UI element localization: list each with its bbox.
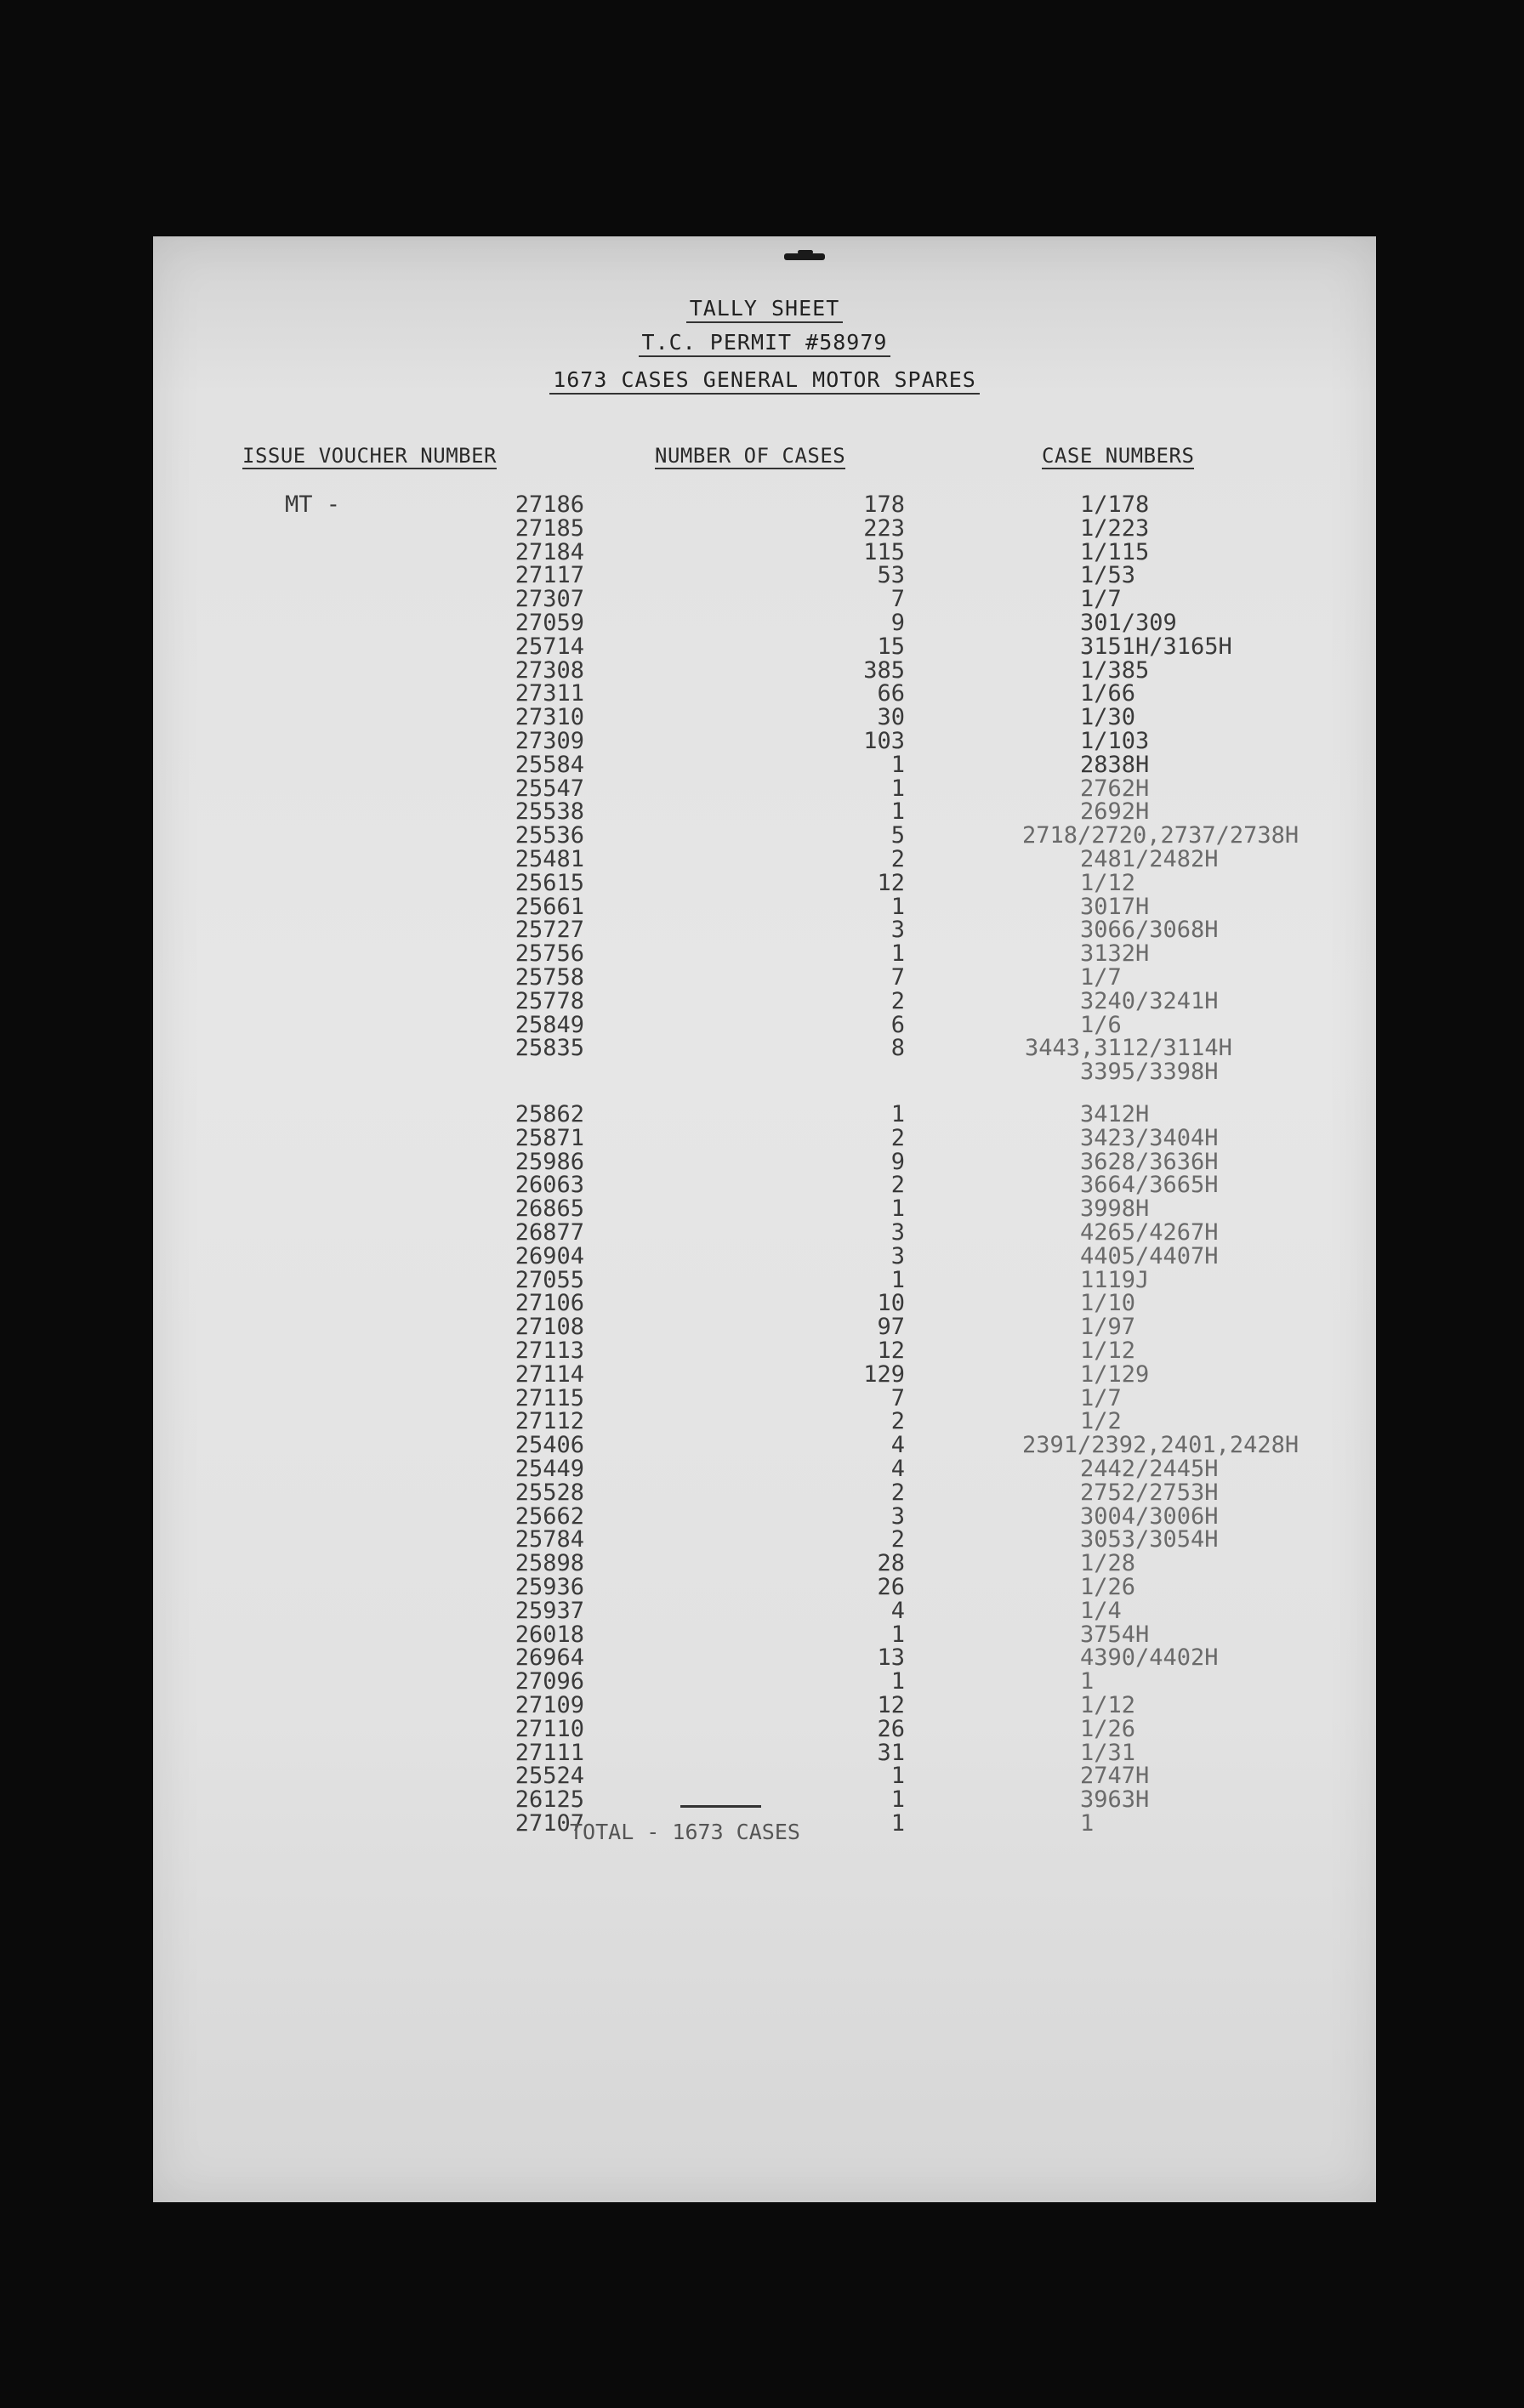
table-row [153,1550,1376,1576]
case-count: 12 [877,869,905,896]
table-row [153,1195,1376,1221]
column-header-case-numbers [1042,444,1194,468]
table-row [153,586,1376,611]
case-numbers: 1/30 [1080,704,1136,731]
case-count: 6 [890,1011,905,1038]
table-row [153,1243,1376,1269]
case-count: 2 [890,1124,905,1151]
case-count: 385 [863,656,905,684]
case-count: 1 [890,751,905,778]
case-numbers: 1/12 [1080,869,1136,896]
ink-smudge [784,253,825,260]
table-row [153,1012,1376,1037]
table-row [153,1763,1376,1788]
table-row [153,1408,1376,1434]
voucher-number: 27115 [515,1384,584,1411]
voucher-number: 25528 [515,1479,584,1506]
subtitle [153,367,1376,392]
voucher-number: 26018 [515,1621,584,1648]
voucher-number: 25756 [515,940,584,968]
voucher-number: 27107 [515,1810,584,1837]
voucher-number: 25898 [515,1550,584,1577]
case-count: 26 [877,1574,905,1600]
case-count: 12 [877,1692,905,1718]
case-numbers: 1/223 [1080,514,1150,542]
table-row [153,1503,1376,1529]
case-numbers: 2838H [1080,751,1150,778]
case-numbers: 3664/3665H [1080,1172,1219,1199]
case-count: 97 [877,1314,905,1341]
voucher-number: 25986 [515,1148,584,1175]
voucher-number: 25615 [515,869,584,896]
case-numbers: 3628/3636H [1080,1148,1219,1175]
case-count: 12 [877,1337,905,1364]
case-count: 53 [877,562,905,589]
table-row [153,1361,1376,1387]
table-row [153,515,1376,541]
case-count: 1 [890,940,905,968]
case-count: 3 [890,1502,905,1530]
voucher-number: 27307 [515,586,584,613]
case-count: 2 [890,1408,905,1435]
case-count: 7 [890,586,905,613]
case-count: 2 [890,846,905,872]
case-count: 1 [890,1763,905,1790]
case-count: 4 [890,1432,905,1459]
voucher-number: 25661 [515,893,584,920]
case-numbers: 3132H [1080,940,1150,968]
case-numbers: 1/31 [1080,1739,1136,1766]
case-numbers: 1/129 [1080,1360,1150,1388]
table-row [153,870,1376,895]
case-count: 66 [877,680,905,707]
table-row [153,1716,1376,1741]
table-row [153,1740,1376,1765]
table-row [153,1385,1376,1411]
case-numbers: 4390/4402H [1080,1644,1219,1672]
case-numbers: 2442/2445H [1080,1456,1219,1482]
case-count: 1 [890,1786,905,1814]
case-numbers: 4265/4267H [1080,1219,1219,1246]
case-numbers: 1/115 [1080,538,1150,565]
case-count: 1 [890,1266,905,1293]
voucher-number: 25871 [515,1124,584,1151]
voucher-number: 27112 [515,1408,584,1435]
table-row [153,657,1376,683]
case-numbers: 1/12 [1080,1337,1136,1364]
voucher-number: 26904 [515,1242,584,1269]
voucher-number: 25784 [515,1526,584,1553]
table-row [153,894,1376,919]
voucher-number: 27055 [515,1266,584,1293]
case-count: 1 [890,798,905,826]
case-numbers: 1/7 [1080,1384,1122,1411]
document-page [153,236,1376,2202]
voucher-number: 25758 [515,964,584,991]
case-count: 8 [890,1035,905,1062]
voucher-number: 27096 [515,1668,584,1695]
case-count: 1 [890,1668,905,1695]
case-numbers: 3151H/3165H [1080,633,1232,660]
voucher-number: 26964 [515,1644,584,1672]
table-row [153,752,1376,777]
table-row [153,798,1376,824]
voucher-number: 27109 [515,1692,584,1718]
table-row [153,562,1376,588]
case-numbers: 1/97 [1080,1314,1136,1341]
table-row [153,1668,1376,1694]
table-row [153,846,1376,872]
case-numbers: 2391/2392,2401,2428H [1022,1432,1299,1459]
case-count: 1 [890,1101,905,1127]
ink-smudge [798,250,813,254]
case-count: 115 [863,538,905,565]
voucher-prefix: MT - [285,491,341,518]
subtitle-text: 1673 CASES GENERAL MOTOR SPARES [549,367,980,395]
voucher-number: 27308 [515,656,584,684]
case-count: 9 [890,1148,905,1175]
case-count: 3 [890,1219,905,1246]
table-row [153,1219,1376,1245]
case-numbers: 2692H [1080,798,1150,826]
case-numbers: 1/53 [1080,562,1136,589]
case-numbers: 3017H [1080,893,1150,920]
case-count: 178 [863,491,905,518]
table-row [153,704,1376,730]
voucher-number: 27059 [515,610,584,636]
voucher-number: 27309 [515,728,584,754]
table-row [153,1172,1376,1197]
table-row [153,633,1376,659]
column-header-cases [655,444,845,468]
case-count: 1 [890,893,905,920]
case-count: 1 [890,1810,905,1837]
voucher-number: 25849 [515,1011,584,1038]
case-numbers: 1 [1080,1668,1095,1695]
voucher-number: 27185 [515,514,584,542]
table-row [153,1574,1376,1599]
case-count: 4 [890,1597,905,1624]
case-count: 7 [890,1384,905,1411]
case-numbers: 301/309 [1080,610,1177,636]
table-row [153,1526,1376,1552]
voucher-number: 25547 [515,775,584,802]
case-count: 1 [890,1195,905,1223]
table-row [153,1101,1376,1127]
voucher-number: 27186 [515,491,584,518]
table-row [153,1290,1376,1315]
voucher-number: 25936 [515,1574,584,1600]
case-numbers: 1 [1080,1810,1095,1837]
case-numbers: 1/178 [1080,491,1150,518]
total-line: TOTAL - 1673 CASES [570,1820,800,1844]
case-count: 3 [890,917,905,944]
permit-text: T.C. PERMIT #58979 [639,330,891,357]
voucher-number: 25406 [515,1432,584,1459]
voucher-number: 25835 [515,1035,584,1062]
table-row [153,610,1376,635]
case-numbers: 3066/3068H [1080,917,1219,944]
voucher-number: 25481 [515,846,584,872]
case-numbers: 1/66 [1080,680,1136,707]
table-row [153,822,1376,848]
case-numbers: 2752/2753H [1080,1479,1219,1506]
case-count: 1 [890,775,905,802]
voucher-number: 25538 [515,798,584,826]
table-row [153,539,1376,565]
voucher-number: 27184 [515,538,584,565]
case-numbers: 1/385 [1080,656,1150,684]
voucher-number: 25778 [515,987,584,1014]
case-count: 1 [890,1621,905,1648]
title [153,296,1376,321]
table-row [153,1692,1376,1718]
case-count: 129 [863,1360,905,1388]
case-numbers: 1/103 [1080,728,1150,754]
title-text: TALLY SHEET [686,296,844,323]
case-numbers: 1/2 [1080,1408,1122,1435]
case-count: 26 [877,1715,905,1742]
case-numbers: 1/12 [1080,1692,1136,1718]
case-count: 15 [877,633,905,660]
case-count: 7 [890,964,905,991]
case-count: 103 [863,728,905,754]
case-count: 2 [890,1479,905,1506]
table-row [153,1644,1376,1670]
column-header-cases-text: NUMBER OF CASES [655,444,846,468]
voucher-number: 25727 [515,917,584,944]
table-row [153,1314,1376,1339]
column-header-voucher [242,444,497,468]
case-count: 10 [877,1290,905,1317]
case-numbers: 1/6 [1080,1011,1122,1038]
voucher-number: 27311 [515,680,584,707]
case-numbers: 2747H [1080,1763,1150,1790]
column-header-case-numbers-text: CASE NUMBERS [1042,444,1195,468]
case-numbers: 1/26 [1080,1715,1136,1742]
voucher-number: 27106 [515,1290,584,1317]
case-count: 2 [890,987,905,1014]
voucher-number: 25714 [515,633,584,660]
case-count: 9 [890,610,905,636]
voucher-number: 25662 [515,1502,584,1530]
case-count: 4 [890,1456,905,1482]
case-numbers: 1119J [1080,1266,1150,1293]
table-row [153,1059,1376,1084]
table-row [153,1598,1376,1623]
case-numbers: 2481/2482H [1080,846,1219,872]
table-row [153,988,1376,1014]
case-count: 2 [890,1526,905,1553]
table-row [153,1035,1376,1060]
voucher-number: 25449 [515,1456,584,1482]
voucher-number: 25584 [515,751,584,778]
case-count: 30 [877,704,905,731]
case-numbers: 3004/3006H [1080,1502,1219,1530]
voucher-number: 27113 [515,1337,584,1364]
table-row [153,1337,1376,1363]
voucher-number: 26063 [515,1172,584,1199]
case-numbers: 3998H [1080,1195,1150,1223]
table-row [153,728,1376,753]
column-header-voucher-text: ISSUE VOUCHER NUMBER [242,444,497,468]
case-count: 5 [890,822,905,849]
voucher-number: 27117 [515,562,584,589]
table-row [153,1456,1376,1481]
voucher-number: 25862 [515,1101,584,1127]
table-row [153,917,1376,942]
case-numbers: 3412H [1080,1101,1150,1127]
table-row [153,1479,1376,1505]
table-row [153,940,1376,966]
voucher-number: 27111 [515,1739,584,1766]
table-row [153,1267,1376,1292]
case-count: 223 [863,514,905,542]
voucher-number: 26865 [515,1195,584,1223]
voucher-number: 27110 [515,1715,584,1742]
case-numbers: 1/10 [1080,1290,1136,1317]
table-row [153,1621,1376,1647]
case-numbers: 3423/3404H [1080,1124,1219,1151]
total-underline [680,1805,761,1808]
case-numbers: 2718/2720,2737/2738H [1022,822,1299,849]
voucher-number: 26877 [515,1219,584,1246]
case-numbers: 3240/3241H [1080,987,1219,1014]
voucher-number: 27310 [515,704,584,731]
case-numbers: 1/28 [1080,1550,1136,1577]
case-count: 28 [877,1550,905,1577]
voucher-number: 27108 [515,1314,584,1341]
voucher-number: 26125 [515,1786,584,1814]
voucher-number: 25937 [515,1597,584,1624]
table-row [153,1125,1376,1150]
table-row [153,491,1376,517]
table-row [153,775,1376,801]
case-numbers: 3963H [1080,1786,1150,1814]
case-count: 2 [890,1172,905,1199]
voucher-number: 27114 [515,1360,584,1388]
case-numbers: 1/7 [1080,964,1122,991]
case-numbers: 3395/3398H [1080,1059,1219,1086]
table-row [153,680,1376,706]
case-numbers: 1/4 [1080,1597,1122,1624]
voucher-number: 25536 [515,822,584,849]
permit-number [153,330,1376,355]
case-count: 13 [877,1644,905,1672]
case-numbers: 3053/3054H [1080,1526,1219,1553]
case-numbers: 1/7 [1080,586,1122,613]
case-numbers: 3754H [1080,1621,1150,1648]
table-row [153,1432,1376,1457]
case-numbers: 4405/4407H [1080,1242,1219,1269]
table-row [153,1149,1376,1174]
voucher-number: 25524 [515,1763,584,1790]
case-numbers: 2762H [1080,775,1150,802]
table-row [153,1786,1376,1812]
table-row [153,964,1376,990]
case-numbers: 1/26 [1080,1574,1136,1600]
case-count: 3 [890,1242,905,1269]
case-count: 31 [877,1739,905,1766]
case-numbers: 3443,3112/3114H [1025,1035,1232,1062]
